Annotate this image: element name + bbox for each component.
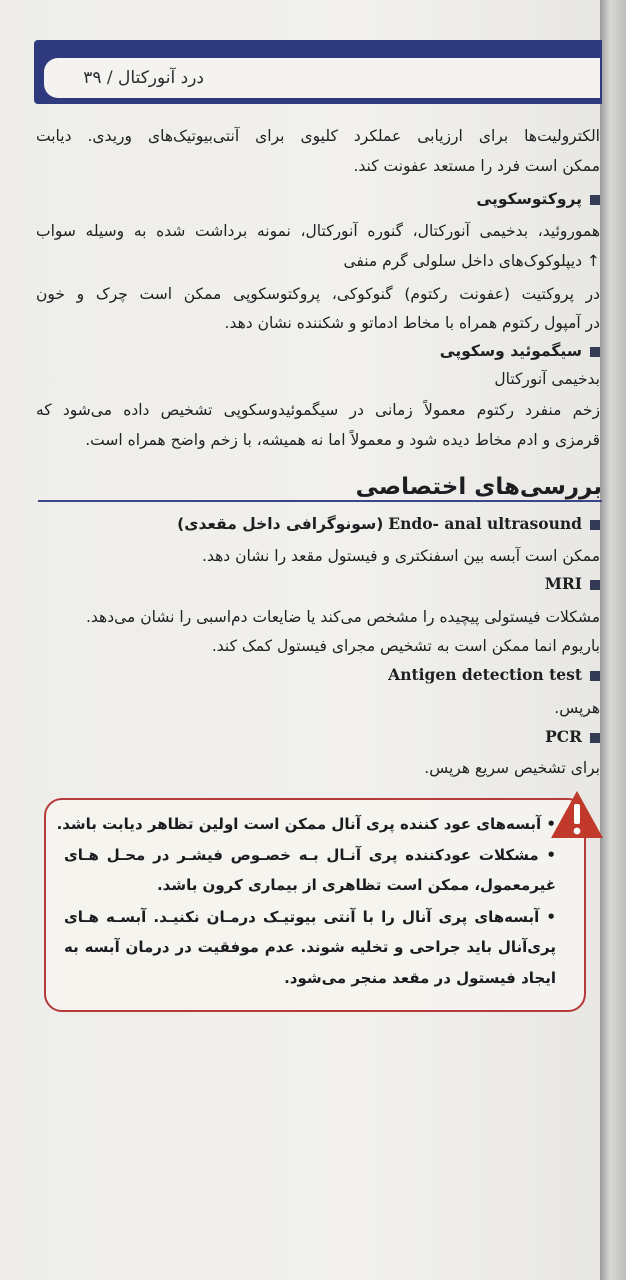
bullet-square-icon	[590, 520, 600, 530]
proctoscopy-line-1: هموروئید، بدخیمی آنورکتال، گنوره آنورکتال، نمونه برداشت شده به وسیله سواب	[36, 222, 600, 240]
page-edge	[600, 0, 626, 1280]
sigmoidoscopy-line-1: بدخیمی آنورکتال	[494, 370, 600, 388]
intro-line-2: ممکن است فرد را مستعد عفونت کند.	[353, 157, 600, 175]
antigen-line: هرپس.	[554, 699, 600, 717]
mri-line-2: باریوم انما ممکن است به تشخیص مجرای فیستول کمک کند.	[211, 637, 600, 655]
warning-line-4: • آبسه‌های پری آنال را با آنتی بیوتیـک درمـان نکنیـد. آبسـه هـای	[64, 908, 556, 926]
proctoscopy-line-2: ↑ دیپلوکوک‌های داخل سلولی گرم منفی	[343, 252, 600, 270]
endo-line: ممکن است آبسه بین اسفنکتری و فیستول مقعد را نشان دهد.	[202, 547, 600, 565]
warning-line-5: پری‌آنال باید جراحی و تخلیه شوند. عدم موفقیت در درمان آبسه به	[64, 938, 556, 956]
bullet-square-icon	[590, 347, 600, 357]
warning-line-2: • مشکلات عودکننده پری آنـال بـه خصـوص فیشـر در محـل هـای	[64, 846, 556, 864]
proctoscopy-heading	[36, 188, 600, 210]
sigmoidoscopy-title: سیگموئید وسکوپی	[439, 342, 582, 360]
header-bar	[44, 58, 600, 98]
bullet-square-icon	[590, 671, 600, 681]
pcr-title: PCR	[545, 727, 582, 746]
mri-line-1: مشکلات فیستولی پیچیده را مشخص می‌کند یا ضایعات دم‌اسبی را نشان می‌دهد.	[85, 608, 600, 626]
page-header-title: درد آنورکتال / ۳۹	[83, 68, 204, 88]
bullet-square-icon	[590, 195, 600, 205]
bullet-square-icon	[590, 733, 600, 743]
sigmoidoscopy-line-2: زخم منفرد رکتوم معمولاً زمانی در سیگموئیدوسکوپی تشخیص داده می‌شود که	[36, 401, 600, 419]
pcr-heading	[36, 726, 600, 748]
warning-line-6: ایجاد فیستول در مقعد منجر می‌شود.	[284, 969, 556, 987]
endo-title-fa: (سونوگرافی داخل مقعدی)	[177, 515, 384, 533]
sigmoidoscopy-line-3: قرمزی و ادم مخاط دیده شود و معمولاً اما نه همیشه، با زخم واضح همراه است.	[85, 431, 600, 449]
pcr-line: برای تشخیص سریع هرپس.	[424, 759, 600, 777]
section-rule	[38, 500, 602, 502]
proctoscopy-line-3: در پروکتیت (عفونت رکتوم) گنوکوکی، پروکتوسکوپی ممکن است چرک و خون	[36, 285, 600, 303]
section-title: بررسی‌های اختصاصی	[355, 474, 602, 500]
endo-heading	[36, 513, 600, 535]
proctoscopy-line-4: در آمپول رکتوم همراه با مخاط ادماتو و شکننده نشان دهد.	[224, 314, 600, 332]
mri-heading	[36, 573, 600, 595]
intro-line-1: الکترولیت‌ها برای ارزیابی عملکرد کلیوی برای آنتی‌بیوتیک‌های وریدی. دیابت	[36, 127, 600, 145]
proctoscopy-title: پروکتوسکوپی	[476, 190, 582, 208]
antigen-title: Antigen detection test	[388, 665, 582, 684]
bullet-square-icon	[590, 580, 600, 590]
bleed-through-area	[40, 1030, 586, 1260]
antigen-heading	[36, 664, 600, 686]
endo-title-latin: Endo- anal ultrasound	[388, 514, 582, 533]
sigmoidoscopy-heading	[36, 340, 600, 362]
mri-title: MRI	[544, 574, 582, 593]
warning-triangle-icon	[548, 788, 606, 842]
warning-line-1: • آبسه‌های عود کننده پری آنال ممکن است اولین تظاهر دیابت باشد.	[56, 815, 556, 833]
warning-line-3: غیرمعمول، ممکن است تظاهری از بیماری کرون باشد.	[156, 876, 556, 894]
